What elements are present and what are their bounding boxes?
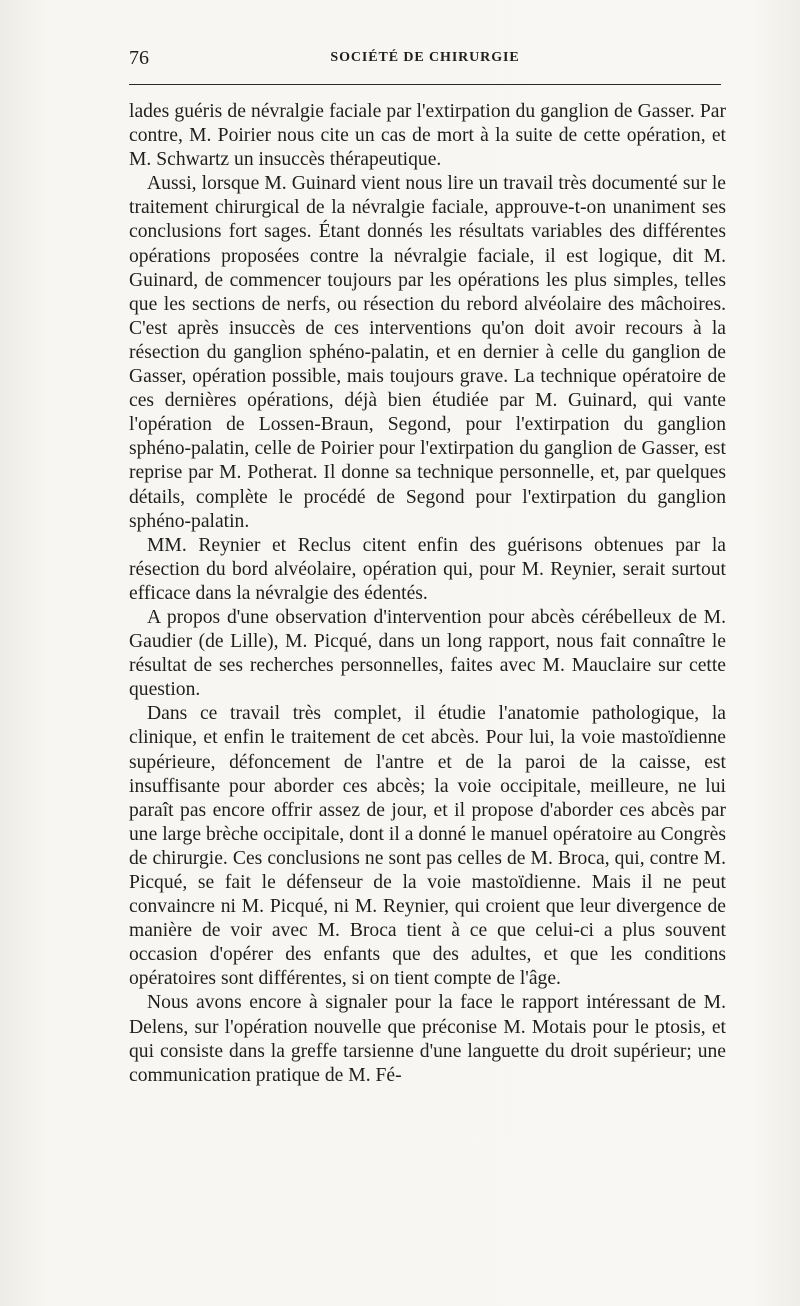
body-text [129, 100, 726, 1088]
paragraph: Nous avons encore à signaler pour la face le rapport intéressant de M. Delens, sur l'opération nouvelle que préconise M. Motais pour le ptosis, et qui consiste dans la greffe tarsienne d'une languette du droit supérieur; une communication pratique de M. Fé- [129, 992, 726, 1086]
paragraph: lades guéris de névralgie faciale par l'extirpation du ganglion de Gasser. Par contre, M. Poirier nous cite un cas de mort à la suite de cette opération, et M. Schwartz un insuccès thérapeutique. [129, 101, 726, 171]
header-rule [129, 84, 721, 85]
paragraph: Aussi, lorsque M. Guinard vient nous lire un travail très documenté sur le traitement chirurgical de la névralgie faciale, approuve-t-on unaniment ses conclusions fort sages. Étant donnés les résultats variables des différentes opérations proposées contre la névralgie faciale, il est logique, dit M. Guinard, de commencer toujours par les opérations les plus simples, telles que les sections de nerfs, ou résection du rebord alvéolaire des mâchoires. C'est après insuccès de ces interventions qu'on doit avoir recours à la résection du ganglion sphéno-palatin, et en dernier à celle du ganglion de Gasser, opération possible, mais toujours grave. La technique opératoire de ces dernières opérations, déjà bien étudiée par M. Guinard, qui vante l'opération de Lossen-Braun, Segond, pour l'extirpation du ganglion sphéno-palatin, celle de Poirier pour l'extirpation du ganglion de Gasser, est reprise par M. Potherat. Il donne sa technique personnelle, et, par quelques détails, complète le procédé de Segond pour l'extirpation du ganglion sphéno-palatin. [129, 173, 726, 532]
paragraph: MM. Reynier et Reclus citent enfin des guérisons obtenues par la résection du bord alvéolaire, opération qui, pour M. Reynier, serait surtout efficace dans la névralgie des édentés. [129, 534, 726, 604]
running-title: SOCIÉTÉ DE CHIRURGIE [330, 50, 520, 65]
page-number: 76 [129, 47, 149, 69]
paragraph: Dans ce travail très complet, il étudie l'anatomie pathologique, la clinique, et enfin le traitement de cet abcès. Pour lui, la voie mastoïdienne supérieure, défoncement de l'antre et de la paroi de la caisse, est insuffisante pour aborder ces abcès; la voie occipitale, meilleure, ne lui paraît pas encore offrir assez de jour, et il propose d'aborder ces abcès par une large brèche occipitale, dont il a donné le manuel opératoire au Congrès de chirurgie. Ces conclusions ne sont pas celles de M. Broca, qui, contre M. Picqué, se fait le défenseur de la voie mastoïdienne. Mais il ne peut convaincre ni M. Picqué, ni M. Reynier, qui croient que leur divergence de manière de voir avec M. Broca tient à ce que celui-ci a plus souvent occasion d'opérer des enfants que des adultes, et que les conditions opératoires sont différentes, si on tient compte de l'âge. [129, 703, 726, 990]
paragraph: A propos d'une observation d'intervention pour abcès cérébelleux de M. Gaudier (de Lille), M. Picqué, dans un long rapport, nous fait connaître le résultat de ses recherches personnelles, faites avec M. Mauclaire sur cette question. [129, 606, 726, 701]
page-header [129, 46, 721, 74]
